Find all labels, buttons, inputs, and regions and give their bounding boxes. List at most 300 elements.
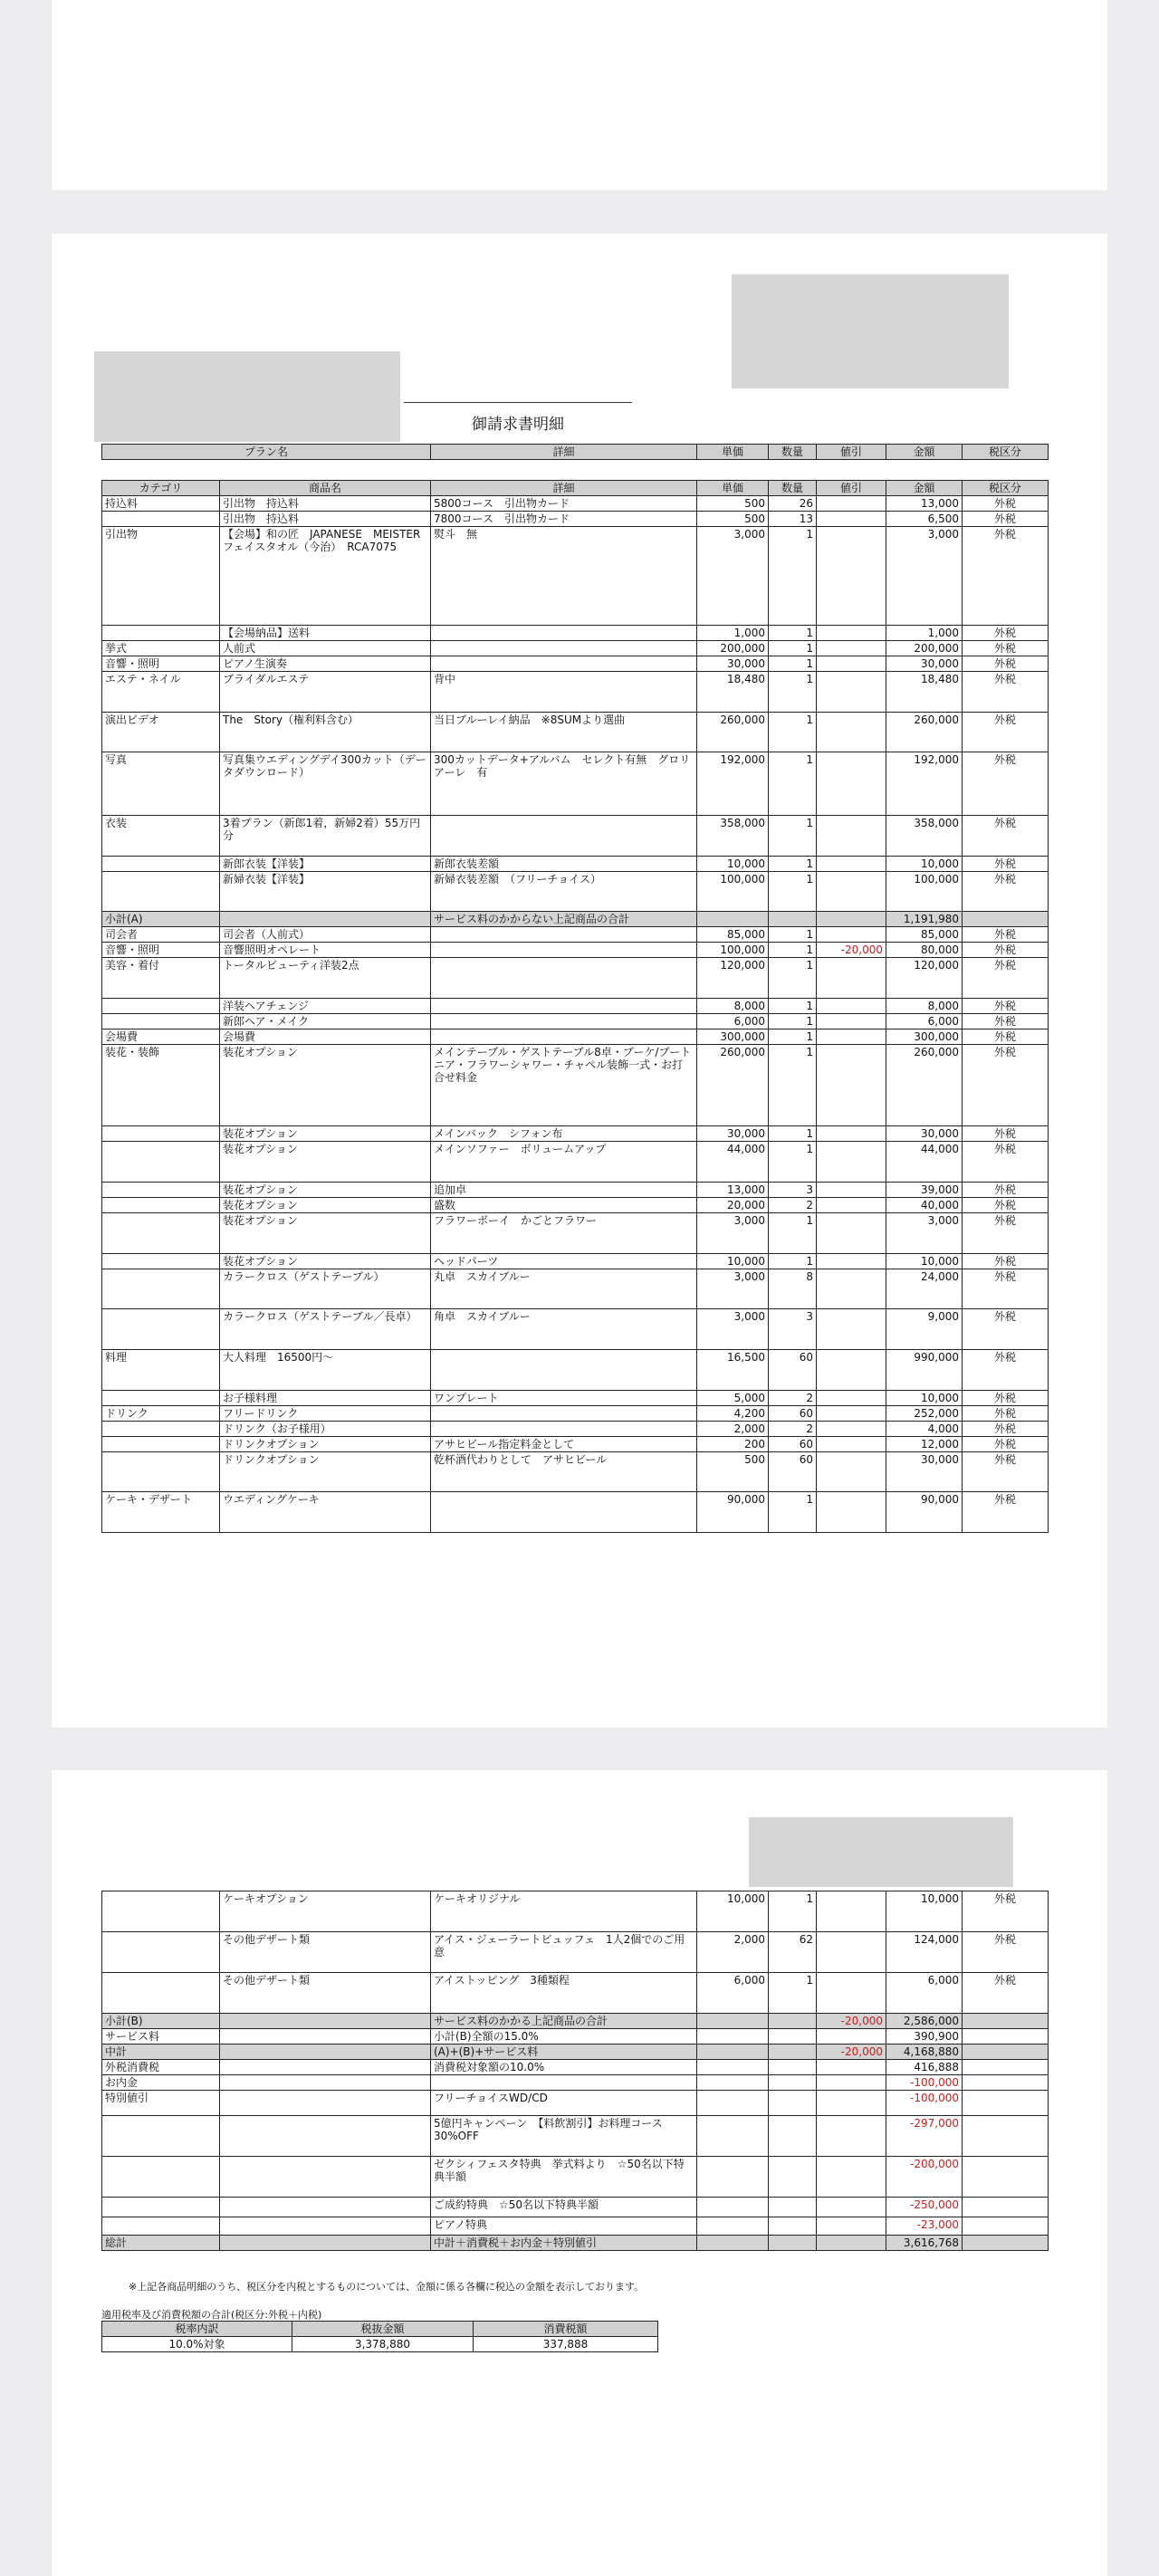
detail-cell: メインソファー ボリュームアップ	[431, 1142, 697, 1183]
amount-cell: -250,000	[886, 2198, 963, 2217]
table-row	[102, 1014, 1049, 1029]
unit-price-cell: 13,000	[697, 1183, 769, 1198]
category-cell	[102, 2217, 220, 2236]
detail-cell: ご成約特典 ☆50名以下特典半額	[431, 2198, 697, 2217]
product-name-cell: ブライダルエステ	[220, 672, 431, 713]
unit-price-cell: 300,000	[697, 1029, 769, 1045]
unit-price-cell	[697, 2157, 769, 2198]
amount-cell: 124,000	[886, 1932, 963, 1973]
discount-cell	[817, 1045, 886, 1126]
tax-header-base: 税抜金額	[292, 2322, 474, 2337]
table-row	[102, 2217, 1049, 2236]
detail-cell: アイス・ジェーラートビュッフェ 1人2個でのご用意	[431, 1932, 697, 1973]
quantity-cell	[769, 2116, 817, 2157]
detail-cell: 追加卓	[431, 1183, 697, 1198]
amount-cell: 260,000	[886, 1045, 963, 1126]
discount-cell	[817, 752, 886, 816]
page-1	[52, 0, 1107, 190]
page-3	[52, 1770, 1107, 2576]
unit-price-cell: 16,500	[697, 1350, 769, 1391]
product-name-cell: ケーキオプション	[220, 1891, 431, 1932]
table-row	[102, 1045, 1049, 1126]
product-name-cell	[220, 2157, 431, 2198]
invoice-items-table-page-2	[101, 480, 1049, 1533]
discount-cell	[817, 2236, 886, 2251]
discount-cell	[817, 496, 886, 512]
detail-cell: ワンプレート	[431, 1391, 697, 1406]
amount-cell: 13,000	[886, 496, 963, 512]
product-name-cell: 装花オプション	[220, 1213, 431, 1254]
quantity-cell: 1	[769, 1045, 817, 1126]
tax-class-cell: 外税	[963, 1126, 1049, 1142]
product-name-cell: 音響照明オペレート	[220, 943, 431, 958]
table-row	[102, 2029, 1049, 2045]
discount-cell	[817, 872, 886, 912]
quantity-cell: 1	[769, 1142, 817, 1183]
tax-class-cell: 外税	[963, 1891, 1049, 1932]
unit-price-cell: 3,000	[697, 1309, 769, 1350]
table-row	[102, 1932, 1049, 1973]
unit-price-cell: 260,000	[697, 713, 769, 752]
discount-cell	[817, 2116, 886, 2157]
tax-class-cell: 外税	[963, 927, 1049, 943]
unit-price-cell: 1,000	[697, 626, 769, 641]
detail-cell: 丸卓 スカイブルー	[431, 1269, 697, 1309]
category-cell	[102, 999, 220, 1014]
column-header: 税区分	[963, 481, 1049, 496]
amount-cell: 39,000	[886, 1183, 963, 1198]
unit-price-cell: 10,000	[697, 1891, 769, 1932]
discount-cell	[817, 1437, 886, 1452]
table-row	[102, 1198, 1049, 1213]
tax-amount: 337,888	[474, 2337, 658, 2352]
product-name-cell	[220, 2236, 431, 2251]
amount-cell: 260,000	[886, 713, 963, 752]
discount-cell	[817, 713, 886, 752]
tax-class-cell: 外税	[963, 752, 1049, 816]
product-name-cell: その他デザート類	[220, 1973, 431, 2014]
quantity-cell: 2	[769, 1422, 817, 1437]
product-name-cell: 写真集ウエディングデイ300カット（データダウンロード）	[220, 752, 431, 816]
detail-cell: 5億円キャンペーン 【料飲割引】お料理コース30%OFF	[431, 2116, 697, 2157]
unit-price-cell: 90,000	[697, 1492, 769, 1533]
discount-cell	[817, 958, 886, 999]
unit-price-cell	[697, 2060, 769, 2075]
product-name-cell: The Story（権利料含む）	[220, 713, 431, 752]
unit-price-cell: 2,000	[697, 1932, 769, 1973]
amount-cell: 120,000	[886, 958, 963, 999]
tax-class-cell	[963, 2217, 1049, 2236]
product-name-cell	[220, 2029, 431, 2045]
discount-cell	[817, 1391, 886, 1406]
discount-cell	[817, 2198, 886, 2217]
tax-header-rate: 税率内訳	[102, 2322, 292, 2337]
amount-cell: 300,000	[886, 1029, 963, 1045]
table-row	[102, 2236, 1049, 2251]
unit-price-cell: 3,000	[697, 1269, 769, 1309]
category-cell	[102, 1932, 220, 1973]
amount-cell: 30,000	[886, 1452, 963, 1492]
product-name-cell: 司会者（人前式）	[220, 927, 431, 943]
unit-price-cell: 85,000	[697, 927, 769, 943]
discount-cell	[817, 816, 886, 857]
product-name-cell	[220, 2075, 431, 2091]
discount-cell	[817, 2060, 886, 2075]
table-row	[102, 641, 1049, 656]
quantity-cell	[769, 2091, 817, 2116]
discount-cell	[817, 1891, 886, 1932]
quantity-cell	[769, 2014, 817, 2029]
discount-cell	[817, 1183, 886, 1198]
unit-price-cell: 192,000	[697, 752, 769, 816]
amount-cell: 6,000	[886, 1014, 963, 1029]
amount-cell: 8,000	[886, 999, 963, 1014]
amount-cell: 18,480	[886, 672, 963, 713]
detail-cell: サービス料のかかる上記商品の合計	[431, 2014, 697, 2029]
unit-price-cell	[697, 2045, 769, 2060]
tax-class-cell	[963, 2157, 1049, 2198]
product-name-cell: フリードリンク	[220, 1406, 431, 1422]
discount-cell	[817, 1198, 886, 1213]
column-header: 金額	[886, 481, 963, 496]
category-cell: 音響・照明	[102, 656, 220, 672]
discount-cell	[817, 641, 886, 656]
tax-class-cell	[963, 2116, 1049, 2157]
table-row	[102, 1309, 1049, 1350]
quantity-cell: 26	[769, 496, 817, 512]
unit-price-cell: 4,200	[697, 1406, 769, 1422]
quantity-cell: 60	[769, 1350, 817, 1391]
redacted-block	[94, 351, 400, 442]
category-cell: 総計	[102, 2236, 220, 2251]
detail-cell	[431, 1492, 697, 1533]
category-cell	[102, 1213, 220, 1254]
table-row	[102, 943, 1049, 958]
detail-cell: フリーチョイスWD/CD	[431, 2091, 697, 2116]
unit-price-cell: 44,000	[697, 1142, 769, 1183]
detail-cell: 新郎衣装差額	[431, 857, 697, 872]
unit-price-cell: 20,000	[697, 1198, 769, 1213]
discount-cell: -20,000	[817, 2014, 886, 2029]
category-cell: 会場費	[102, 1029, 220, 1045]
discount-cell	[817, 656, 886, 672]
quantity-cell: 62	[769, 1932, 817, 1973]
category-cell: 写真	[102, 752, 220, 816]
unit-price-cell	[697, 2091, 769, 2116]
quantity-cell: 1	[769, 527, 817, 626]
discount-cell	[817, 1422, 886, 1437]
quantity-cell: 1	[769, 816, 817, 857]
tax-class-cell	[963, 2198, 1049, 2217]
amount-cell: 1,000	[886, 626, 963, 641]
amount-cell: 12,000	[886, 1437, 963, 1452]
discount-cell	[817, 1309, 886, 1350]
category-cell	[102, 1422, 220, 1437]
category-cell	[102, 1198, 220, 1213]
quantity-cell	[769, 2198, 817, 2217]
detail-cell	[431, 943, 697, 958]
unit-price-cell	[697, 2029, 769, 2045]
product-name-cell: 装花オプション	[220, 1198, 431, 1213]
table-row	[102, 2157, 1049, 2198]
tax-class-cell: 外税	[963, 1183, 1049, 1198]
product-name-cell: 新郎衣装【洋装】	[220, 857, 431, 872]
product-name-cell: 装花オプション	[220, 1183, 431, 1198]
tax-base: 3,378,880	[292, 2337, 474, 2352]
quantity-cell: 1	[769, 857, 817, 872]
table-row	[102, 1254, 1049, 1269]
product-name-cell: ドリンク（お子様用）	[220, 1422, 431, 1437]
category-cell: 挙式	[102, 641, 220, 656]
tax-class-cell	[963, 2075, 1049, 2091]
tax-class-cell: 外税	[963, 512, 1049, 527]
tax-class-cell: 外税	[963, 1269, 1049, 1309]
category-cell	[102, 857, 220, 872]
amount-cell: 85,000	[886, 927, 963, 943]
table-row	[102, 626, 1049, 641]
unit-price-cell: 6,000	[697, 1973, 769, 2014]
plan-header-table	[101, 444, 1049, 460]
detail-cell: アイストッピング 3種類程	[431, 1973, 697, 2014]
discount-cell	[817, 1406, 886, 1422]
discount-cell	[817, 1932, 886, 1973]
unit-price-cell	[697, 2075, 769, 2091]
discount-cell	[817, 1452, 886, 1492]
amount-cell: 358,000	[886, 816, 963, 857]
category-cell: 特別値引	[102, 2091, 220, 2116]
discount-cell	[817, 672, 886, 713]
tax-class-cell: 外税	[963, 641, 1049, 656]
product-name-cell: ウエディングケーキ	[220, 1492, 431, 1533]
amount-cell: 30,000	[886, 656, 963, 672]
column-header: 税区分	[963, 445, 1049, 460]
table-row	[102, 656, 1049, 672]
amount-cell: 30,000	[886, 1126, 963, 1142]
quantity-cell: 1	[769, 641, 817, 656]
category-cell: 中計	[102, 2045, 220, 2060]
detail-cell: メインテーブル・ゲストテーブル8卓・ブーケ/ブートニア・フラワーシャワー・チャペル装飾一式・お打合せ料金	[431, 1045, 697, 1126]
column-header: 値引	[817, 445, 886, 460]
discount-cell: -20,000	[817, 943, 886, 958]
amount-cell: -100,000	[886, 2091, 963, 2116]
discount-cell	[817, 1014, 886, 1029]
product-name-cell: ドリンクオプション	[220, 1437, 431, 1452]
table-row	[102, 2116, 1049, 2157]
tax-class-cell: 外税	[963, 857, 1049, 872]
amount-cell: 10,000	[886, 1891, 963, 1932]
quantity-cell: 1	[769, 943, 817, 958]
tax-class-cell	[963, 2014, 1049, 2029]
quantity-cell: 1	[769, 927, 817, 943]
table-row	[102, 512, 1049, 527]
column-header: 詳細	[431, 445, 697, 460]
quantity-cell: 3	[769, 1183, 817, 1198]
tax-class-cell: 外税	[963, 626, 1049, 641]
detail-cell: 新婦衣装差額 （フリーチョイス）	[431, 872, 697, 912]
table-row	[102, 527, 1049, 626]
quantity-cell	[769, 2157, 817, 2198]
quantity-cell: 1	[769, 1973, 817, 2014]
quantity-cell: 2	[769, 1391, 817, 1406]
table-row	[102, 857, 1049, 872]
product-name-cell	[220, 2217, 431, 2236]
unit-price-cell	[697, 2236, 769, 2251]
category-cell	[102, 2198, 220, 2217]
tax-class-cell	[963, 912, 1049, 927]
detail-cell: ゼクシィフェスタ特典 挙式料より ☆50名以下特典半額	[431, 2157, 697, 2198]
discount-cell	[817, 1973, 886, 2014]
category-cell	[102, 1437, 220, 1452]
category-cell: 司会者	[102, 927, 220, 943]
discount-cell	[817, 912, 886, 927]
detail-cell	[431, 816, 697, 857]
quantity-cell: 1	[769, 626, 817, 641]
tax-class-cell: 外税	[963, 1406, 1049, 1422]
tax-class-cell: 外税	[963, 1391, 1049, 1406]
amount-cell: 80,000	[886, 943, 963, 958]
amount-cell: 90,000	[886, 1492, 963, 1533]
product-name-cell	[220, 2060, 431, 2075]
detail-cell: 角卓 スカイブルー	[431, 1309, 697, 1350]
amount-cell: 6,500	[886, 512, 963, 527]
product-name-cell: ピアノ生演奏	[220, 656, 431, 672]
category-cell: 小計(A)	[102, 912, 220, 927]
category-cell: 音響・照明	[102, 943, 220, 958]
detail-cell: ヘッドパーツ	[431, 1254, 697, 1269]
tax-class-cell	[963, 2029, 1049, 2045]
table-row	[102, 927, 1049, 943]
table-row	[102, 1406, 1049, 1422]
amount-cell: 252,000	[886, 1406, 963, 1422]
category-cell: 小計(B)	[102, 2014, 220, 2029]
quantity-cell: 1	[769, 1126, 817, 1142]
detail-cell	[431, 1422, 697, 1437]
detail-cell: 盛数	[431, 1198, 697, 1213]
category-cell: 持込料	[102, 496, 220, 512]
redacted-block	[732, 274, 1009, 388]
amount-cell: -297,000	[886, 2116, 963, 2157]
detail-cell: 7800コース 引出物カード	[431, 512, 697, 527]
table-row	[102, 2060, 1049, 2075]
tax-class-cell: 外税	[963, 713, 1049, 752]
amount-cell: 40,000	[886, 1198, 963, 1213]
table-row	[102, 1437, 1049, 1452]
category-cell: お内金	[102, 2075, 220, 2091]
amount-cell: 4,168,880	[886, 2045, 963, 2060]
table-row	[102, 672, 1049, 713]
table-row	[102, 713, 1049, 752]
table-row	[102, 1492, 1049, 1533]
quantity-cell: 1	[769, 872, 817, 912]
tax-summary-table	[101, 2321, 658, 2352]
unit-price-cell: 500	[697, 1452, 769, 1492]
page-2	[52, 234, 1107, 1728]
table-row	[102, 1422, 1049, 1437]
discount-cell	[817, 1029, 886, 1045]
tax-rate: 10.0%対象	[102, 2337, 292, 2352]
unit-price-cell	[697, 912, 769, 927]
category-cell	[102, 872, 220, 912]
quantity-cell: 60	[769, 1406, 817, 1422]
unit-price-cell: 10,000	[697, 1254, 769, 1269]
unit-price-cell: 120,000	[697, 958, 769, 999]
product-name-cell: 【会場納品】送料	[220, 626, 431, 641]
table-row	[102, 1391, 1049, 1406]
title-rule	[404, 402, 632, 403]
product-name-cell: トータルビューティ洋装2点	[220, 958, 431, 999]
product-name-cell	[220, 2116, 431, 2157]
amount-cell: -23,000	[886, 2217, 963, 2236]
discount-cell	[817, 857, 886, 872]
product-name-cell	[220, 2091, 431, 2116]
discount-cell	[817, 1213, 886, 1254]
table-row	[102, 2045, 1049, 2060]
unit-price-cell: 260,000	[697, 1045, 769, 1126]
quantity-cell: 1	[769, 713, 817, 752]
amount-cell: 9,000	[886, 1309, 963, 1350]
quantity-cell: 3	[769, 1309, 817, 1350]
detail-cell: 5800コース 引出物カード	[431, 496, 697, 512]
quantity-cell	[769, 2236, 817, 2251]
quantity-cell: 1	[769, 656, 817, 672]
quantity-cell: 2	[769, 1198, 817, 1213]
unit-price-cell: 500	[697, 512, 769, 527]
product-name-cell: 引出物 持込料	[220, 512, 431, 527]
tax-class-cell: 外税	[963, 872, 1049, 912]
tax-class-cell: 外税	[963, 1198, 1049, 1213]
tax-class-cell: 外税	[963, 1492, 1049, 1533]
category-cell: 美容・着付	[102, 958, 220, 999]
product-name-cell: 会場費	[220, 1029, 431, 1045]
tax-class-cell: 外税	[963, 1422, 1049, 1437]
discount-cell	[817, 527, 886, 626]
plan-header-row	[102, 445, 1049, 460]
category-cell	[102, 1891, 220, 1932]
unit-price-cell: 100,000	[697, 872, 769, 912]
tax-class-cell: 外税	[963, 1045, 1049, 1126]
quantity-cell: 1	[769, 1492, 817, 1533]
invoice-items-table-page-3	[101, 1891, 1049, 2251]
discount-cell	[817, 1350, 886, 1391]
category-cell: サービス料	[102, 2029, 220, 2045]
amount-cell: 200,000	[886, 641, 963, 656]
category-cell: 装花・装飾	[102, 1045, 220, 1126]
discount-cell	[817, 2091, 886, 2116]
quantity-cell	[769, 2029, 817, 2045]
amount-cell: 4,000	[886, 1422, 963, 1437]
tax-caption: 適用税率及び消費税額の合計(税区分:外税＋内税)	[101, 2309, 322, 2321]
detail-cell: 背中	[431, 672, 697, 713]
amount-cell: 6,000	[886, 1973, 963, 2014]
product-name-cell: 装花オプション	[220, 1254, 431, 1269]
quantity-cell	[769, 2045, 817, 2060]
table-row	[102, 1269, 1049, 1309]
column-header: 値引	[817, 481, 886, 496]
document-title: 御請求書明細	[472, 416, 564, 434]
discount-cell	[817, 2075, 886, 2091]
discount-cell	[817, 2029, 886, 2045]
table-row	[102, 1891, 1049, 1932]
tax-class-cell	[963, 2091, 1049, 2116]
detail-cell	[431, 626, 697, 641]
detail-cell: (A)+(B)+サービス料	[431, 2045, 697, 2060]
unit-price-cell: 30,000	[697, 1126, 769, 1142]
detail-cell: 熨斗 無	[431, 527, 697, 626]
detail-cell: メインバック シフォン布	[431, 1126, 697, 1142]
unit-price-cell: 358,000	[697, 816, 769, 857]
unit-price-cell: 18,480	[697, 672, 769, 713]
tax-class-cell: 外税	[963, 816, 1049, 857]
